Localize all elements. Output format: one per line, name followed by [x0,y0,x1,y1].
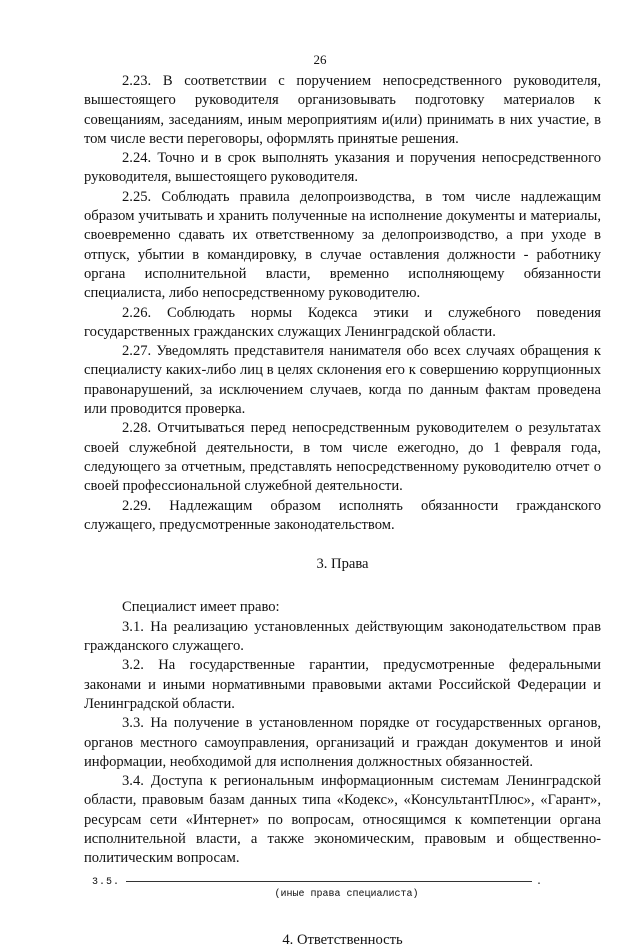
blank-caption: (иные права специалиста) [274,888,419,900]
paragraph-3-3: 3.3. На получение в установленном порядке от государственных органов, органов местного самоуправления, организаций и граждан документов и иной информации, необходимой для исполнения должностных обязанностей. [84,715,601,770]
section-4-title: 4. Ответственность [282,931,403,948]
blank-number: 3.5. [92,876,121,888]
paragraph-2-28: 2.28. Отчитываться перед непосредственным руководителем о результатах своей служебной деятельности, в том числе ежегодно, до 1 февраля года, следующего за отчетным, представлять непосредственному руководителю отчет о своей профессиональной служебной деятельности. [84,420,601,495]
paragraph-3-4: 3.4. Доступа к региональным информационным системам Ленинградской области, правовым базам данных типа «Кодекс», «КонсультантПлюс», «Гарант», ресурсам сети «Интернет» по вопросам, относящимся к компетенции органа исполнительной власти, а также экономическим, правовым и общественно-политическим вопросам. [84,773,601,867]
paragraph-2-27: 2.27. Уведомлять представителя нанимателя обо всех случаях обращения к специалисту каких-либо лиц в целях склонения его к совершению коррупционных правонарушений, за исключением случаев, когда по данным фактам проведена или проводится проверка. [84,343,601,418]
paragraph-3-2: 3.2. На государственные гарантии, предусмотренные федеральными законами и иными нормативными правовыми актами Российской Федерации и Ленинградской области. [84,657,601,712]
paragraph-2-23: 2.23. В соответствии с поручением непосредственного руководителя, вышестоящего руководителя организовывать подготовку материалов к совещаниям, заседаниям, иным мероприятиям и(или) принимать в них участие, в том числе вести переговоры, оформлять принятые решения. [84,73,601,147]
page-number: 26 [313,52,327,67]
section-3-intro: Специалист имеет право: [122,599,280,616]
paragraph-2-29: 2.29. Надлежащим образом исполнять обязанности гражданского служащего, предусмотренные законодательством. [84,497,601,533]
paragraph-2-25: 2.25. Соблюдать правила делопроизводства, в том числе надлежащим образом учитывать и хранить полученные на исполнение документы и материалы, своевременно сдавать их ответственному за делопроизводство, а при уходе в отпуск, убытии в командировку, в случае оставления должности - работнику органа исполнительной власти, временно исполняющему обязанности специалиста, либо непосредственному руководителю. [84,188,601,302]
blank-end-period: . [536,876,543,888]
blank-underline [126,881,532,882]
paragraph-2-26: 2.26. Соблюдать нормы Кодекса этики и служебного поведения государственных гражданских служащих Ленинградской области. [84,304,601,340]
fill-in-blank-3-5 [84,873,601,891]
document-body [84,72,601,950]
paragraph-2-24: 2.24. Точно и в срок выполнять указания и поручения непосредственного руководителя, вышестоящего руководителя. [84,150,601,186]
section-3-title: 3. Права [316,556,369,573]
paragraph-3-1: 3.1. На реализацию установленных действующим законодательством прав гражданского служащего. [84,618,601,655]
